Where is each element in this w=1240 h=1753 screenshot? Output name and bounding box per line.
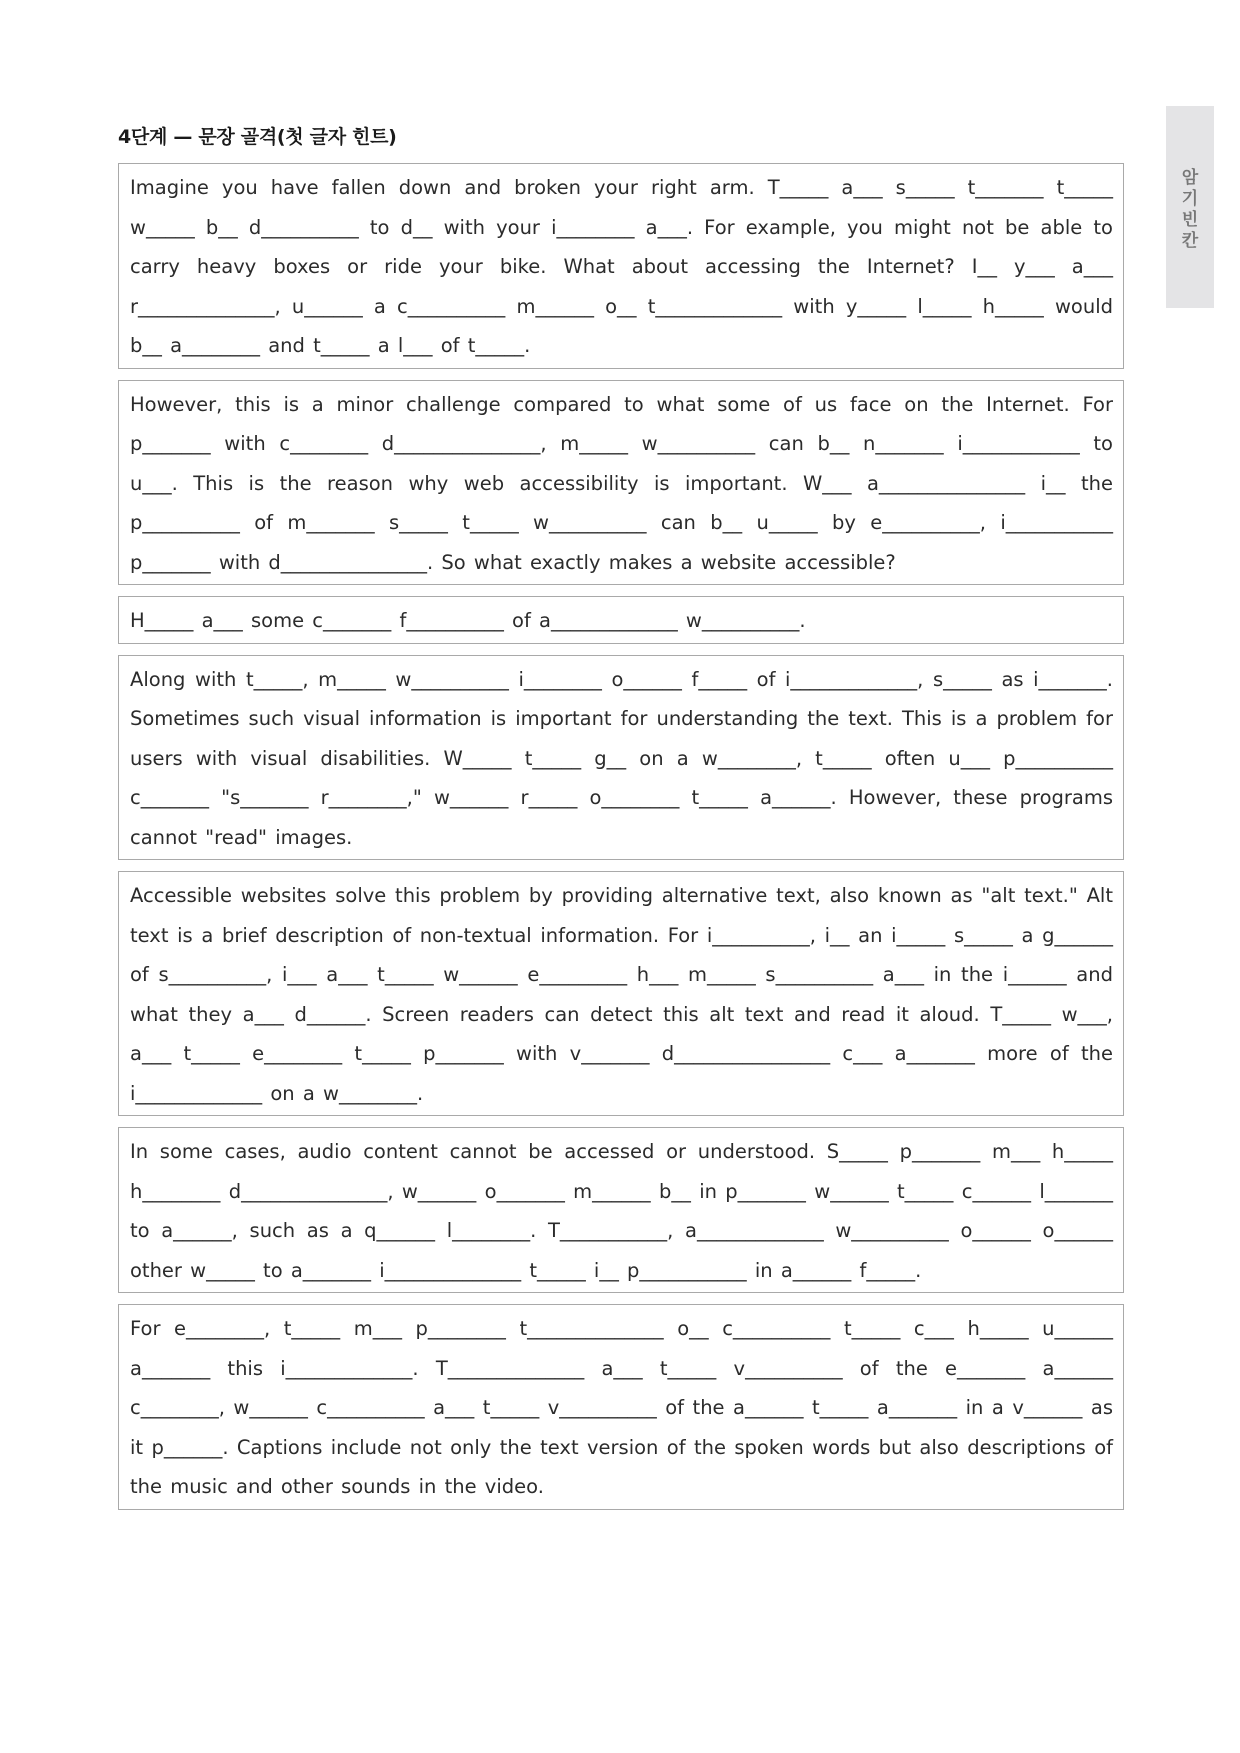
paragraph-box: However, this is a minor challenge compared to what some of us face on the Internet. For p_______ with c________ d_______________, m_____ w__________ can b__ n_______ i____________ to u___. This is the reason why web accessibility is important. W___ a_______________ i__ the p__________ of m_______ s_____ t_____ w__________ can b__ u_____ by e__________, i___________ p_______ with d_______________. So what exactly makes a website accessible? <box>118 380 1124 586</box>
side-tab-char: 기 <box>1181 189 1199 209</box>
paragraph-box: H_____ a___ some c_______ f__________ of a_____________ w__________. <box>118 596 1124 644</box>
side-tab-char: 빈 <box>1181 210 1199 230</box>
side-tab <box>1166 106 1214 308</box>
side-tab-char: 칸 <box>1181 231 1199 251</box>
paragraph-box: For e________, t_____ m___ p________ t______________ o__ c__________ t_____ c___ h_____ u______ a_______ this i_____________. T______________ a___ t_____ v__________ of the e_______ a______ c________, w______ c__________ a___ t_____ v__________ of the a______ t_____ a_______ in a v______ as it p______. Captions include not only the text version of the spoken words but also descriptions of the music and other sounds in the video. <box>118 1304 1124 1510</box>
page-title: 4단계 — 문장 골격(첫 글자 힌트) <box>118 126 397 148</box>
paragraph-box: Along with t_____, m_____ w__________ i________ o______ f_____ of i_____________, s_____ as i_______. Sometimes such visual information is important for understanding the text. This is a problem for users with visual disabilities. W_____ t_____ g__ on a w________, t_____ often u___ p__________ c_______ "s_______ r________," w______ r_____ o________ t_____ a______. However, these programs cannot "read" images. <box>118 655 1124 861</box>
paragraph-box: Imagine you have fallen down and broken your right arm. T_____ a___ s_____ t_______ t_____ w_____ b__ d__________ to d__ with your i________ a___. For example, you might not be able to carry heavy boxes or ride your bike. What about accessing the Internet? I__ y___ a___ r______________, u______ a c__________ m______ o__ t_____________ with y_____ l_____ h_____ would b__ a________ and t_____ a l___ of t_____. <box>118 163 1124 369</box>
paragraph-box: In some cases, audio content cannot be accessed or understood. S_____ p_______ m___ h_____ h________ d_______________, w______ o_______ m______ b__ in p_______ w______ t_____ c______ l_______ to a______, such as a q______ l________. T___________, a_____________ w__________ o______ o______ other w_____ to a_______ i______________ t_____ i__ p___________ in a______ f_____. <box>118 1127 1124 1293</box>
paragraph-list <box>118 163 1124 1521</box>
paragraph-box: Accessible websites solve this problem by providing alternative text, also known as "alt text." Alt text is a brief description of non-textual information. For i__________, i__ an i_____ s_____ a g______ of s__________, i___ a___ t_____ w______ e_________ h___ m_____ s__________ a___ in the i______ and what they a___ d______. Screen readers can detect this alt text and read it aloud. T_____ w___, a___ t_____ e________ t_____ p_______ with v_______ d________________ c___ a_______ more of the i_____________ on a w________. <box>118 871 1124 1116</box>
side-tab-char: 암 <box>1181 168 1199 188</box>
